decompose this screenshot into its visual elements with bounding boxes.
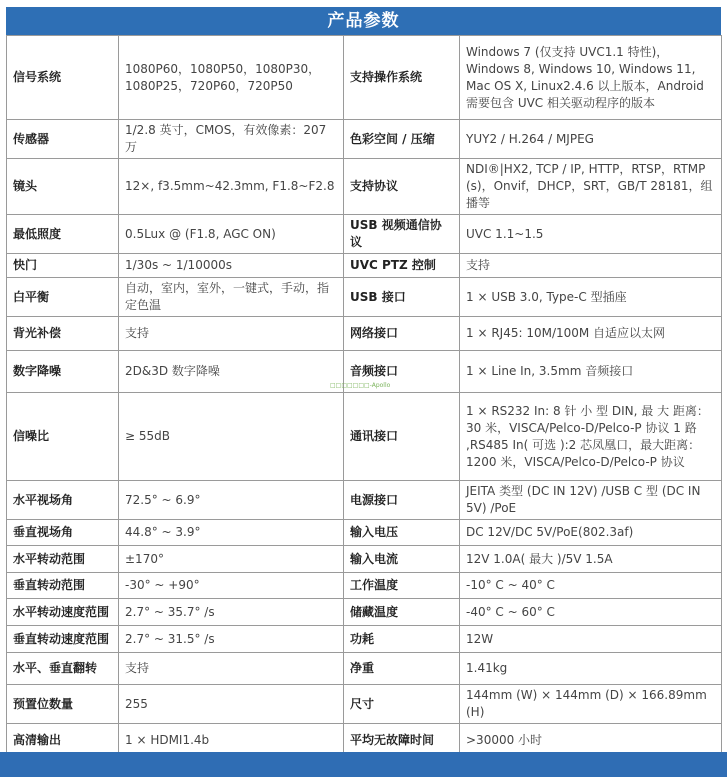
spec-label: 传感器 — [7, 120, 119, 159]
spec-label: 色彩空间 / 压缩 — [344, 120, 460, 159]
spec-label: 输入电压 — [344, 520, 460, 546]
spec-label: USB 接口 — [344, 278, 460, 317]
spec-value: Windows 7 (仅支持 UVC1.1 特性)，Windows 8, Windows 10, Windows 11, Mac OS X, Linux2.4.6 以上版本，Android 需要包含 UVC 相关驱动程序的版本 — [460, 36, 722, 120]
spec-label: 水平视场角 — [7, 481, 119, 520]
spec-label: 电源接口 — [344, 481, 460, 520]
spec-row — [7, 120, 722, 159]
spec-label: 白平衡 — [7, 278, 119, 317]
spec-row — [7, 520, 722, 546]
spec-row — [7, 254, 722, 278]
spec-value: 1 × USB 3.0, Type-C 型插座 — [460, 278, 722, 317]
spec-label: 工作温度 — [344, 573, 460, 599]
spec-value: 12W — [460, 626, 722, 653]
spec-label: 水平转动速度范围 — [7, 599, 119, 626]
spec-value: 2D&3D 数字降噪 — [119, 351, 344, 393]
spec-label: 平均无故障时间 — [344, 724, 460, 757]
spec-label: 功耗 — [344, 626, 460, 653]
spec-value: 1 × RJ45: 10M/100M 自适应以太网 — [460, 317, 722, 351]
spec-table — [6, 35, 722, 757]
spec-value: 2.7° ~ 35.7° /s — [119, 599, 344, 626]
spec-row — [7, 546, 722, 573]
spec-value: 12×, f3.5mm~42.3mm, F1.8~F2.8 — [119, 159, 344, 215]
spec-value: ±170° — [119, 546, 344, 573]
spec-label: 储藏温度 — [344, 599, 460, 626]
spec-value: 1.41kg — [460, 653, 722, 685]
spec-row — [7, 215, 722, 254]
spec-label: 水平转动范围 — [7, 546, 119, 573]
spec-value: -10° C ~ 40° C — [460, 573, 722, 599]
spec-row — [7, 278, 722, 317]
spec-row — [7, 599, 722, 626]
spec-value: DC 12V/DC 5V/PoE(802.3af) — [460, 520, 722, 546]
spec-value: 1 × HDMI1.4b — [119, 724, 344, 757]
spec-label: 通讯接口 — [344, 393, 460, 481]
spec-row — [7, 481, 722, 520]
spec-value: JEITA 类型 (DC IN 12V) /USB C 型 (DC IN 5V) /PoE — [460, 481, 722, 520]
spec-label: 预置位数量 — [7, 685, 119, 724]
spec-value: 1/2.8 英寸，CMOS，有效像素：207 万 — [119, 120, 344, 159]
spec-row — [7, 317, 722, 351]
spec-value: 12V 1.0A( 最大 )/5V 1.5A — [460, 546, 722, 573]
spec-value: YUY2 / H.264 / MJPEG — [460, 120, 722, 159]
spec-row — [7, 626, 722, 653]
spec-label: 信噪比 — [7, 393, 119, 481]
spec-label: 尺寸 — [344, 685, 460, 724]
footer-bar — [0, 752, 727, 777]
spec-value: 255 — [119, 685, 344, 724]
spec-value: -40° C ~ 60° C — [460, 599, 722, 626]
spec-value: -30° ~ +90° — [119, 573, 344, 599]
watermark-text: □□□□□□□-Apollo — [330, 382, 391, 389]
spec-value: ≥ 55dB — [119, 393, 344, 481]
spec-value: >30000 小时 — [460, 724, 722, 757]
spec-label: 数字降噪 — [7, 351, 119, 393]
spec-value: NDI®|HX2, TCP / IP, HTTP，RTSP，RTMP (s)，Onvif，DHCP，SRT，GB/T 28181，组播等 — [460, 159, 722, 215]
spec-row — [7, 159, 722, 215]
spec-value: 72.5° ~ 6.9° — [119, 481, 344, 520]
spec-row — [7, 573, 722, 599]
spec-label: 最低照度 — [7, 215, 119, 254]
spec-label: USB 视频通信协议 — [344, 215, 460, 254]
spec-value: 支持 — [119, 653, 344, 685]
spec-value: 支持 — [119, 317, 344, 351]
spec-label: 音频接口 — [344, 351, 460, 393]
spec-value: 1080P60，1080P50，1080P30，1080P25，720P60，720P50 — [119, 36, 344, 120]
spec-value: UVC 1.1~1.5 — [460, 215, 722, 254]
spec-label: 网络接口 — [344, 317, 460, 351]
spec-value: 1/30s ~ 1/10000s — [119, 254, 344, 278]
spec-label: 垂直视场角 — [7, 520, 119, 546]
spec-value: 1 × RS232 In: 8 针 小 型 DIN, 最 大 距离：30 米，VISCA/Pelco-D/Pelco-P 协议 1 路 ,RS485 In( 可选 ):2 芯凤凰口，最大距离：1200 米，VISCA/Pelco-D/Pelco-P 协议 — [460, 393, 722, 481]
spec-label: 输入电流 — [344, 546, 460, 573]
spec-label: 背光补偿 — [7, 317, 119, 351]
spec-label: 支持操作系统 — [344, 36, 460, 120]
spec-label: UVC PTZ 控制 — [344, 254, 460, 278]
spec-row — [7, 36, 722, 120]
spec-value: 支持 — [460, 254, 722, 278]
spec-value: 144mm (W) × 144mm (D) × 166.89mm (H) — [460, 685, 722, 724]
spec-label: 垂直转动范围 — [7, 573, 119, 599]
spec-label: 镜头 — [7, 159, 119, 215]
spec-row — [7, 653, 722, 685]
spec-value: 1 × Line In, 3.5mm 音频接口 — [460, 351, 722, 393]
spec-label: 高清输出 — [7, 724, 119, 757]
spec-label: 垂直转动速度范围 — [7, 626, 119, 653]
spec-row — [7, 685, 722, 724]
spec-label: 快门 — [7, 254, 119, 278]
spec-value: 0.5Lux @ (F1.8, AGC ON) — [119, 215, 344, 254]
spec-label: 信号系统 — [7, 36, 119, 120]
spec-label: 水平、垂直翻转 — [7, 653, 119, 685]
spec-row — [7, 393, 722, 481]
page-title: 产品参数 — [6, 7, 721, 35]
spec-value: 自动，室内，室外，一键式，手动，指定色温 — [119, 278, 344, 317]
spec-label: 净重 — [344, 653, 460, 685]
spec-label: 支持协议 — [344, 159, 460, 215]
spec-value: 44.8° ~ 3.9° — [119, 520, 344, 546]
spec-value: 2.7° ~ 31.5° /s — [119, 626, 344, 653]
